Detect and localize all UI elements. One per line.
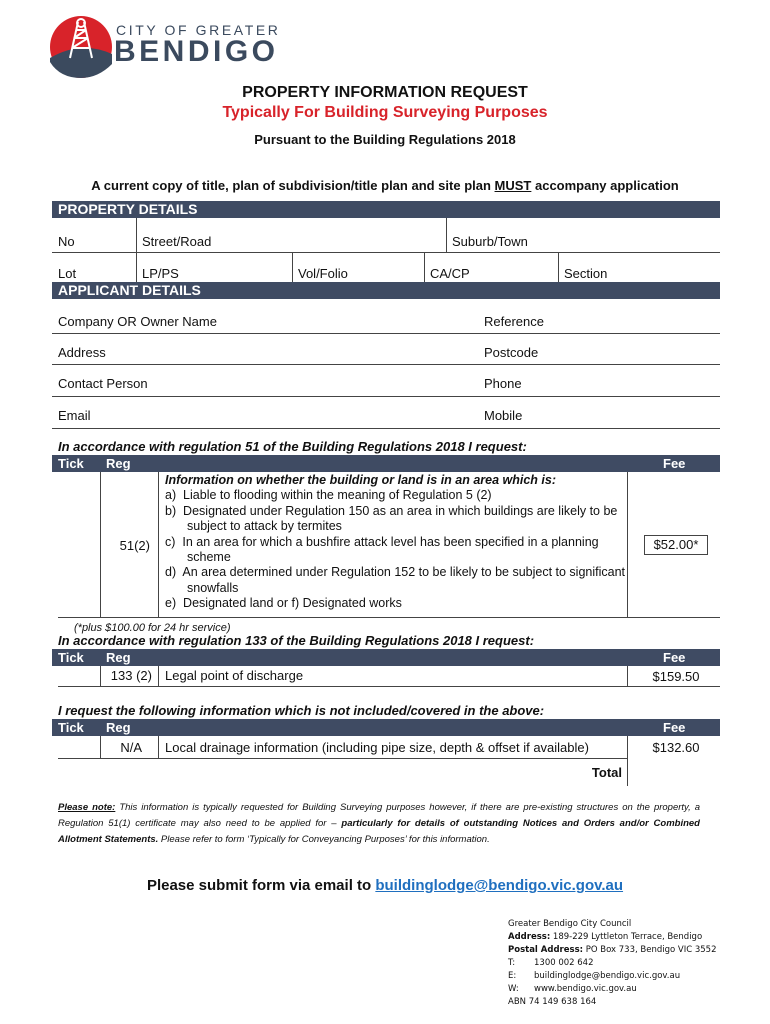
divider <box>158 736 159 758</box>
total-field[interactable] <box>628 759 720 786</box>
council-email: E: buildinglodge@bendigo.vic.gov.au <box>508 971 681 981</box>
divider <box>627 666 628 686</box>
divider <box>52 428 720 429</box>
reg51-fee: $52.00* <box>644 535 708 555</box>
council-abn: ABN 74 149 638 164 <box>508 997 597 1007</box>
council-web: W: www.bendigo.vic.gov.au <box>508 984 637 994</box>
applicant-details-heading: APPLICANT DETAILS <box>52 282 720 299</box>
reg133-description: Legal point of discharge <box>165 668 304 683</box>
mobile-field[interactable]: Mobile <box>484 408 523 423</box>
suburb-field[interactable]: Suburb/Town <box>452 234 528 249</box>
col-reg: Reg <box>106 650 131 665</box>
logo-name-text: BENDIGO <box>114 35 279 68</box>
reg51-header-bar <box>52 455 720 472</box>
property-details-heading: PROPERTY DETAILS <box>52 201 720 218</box>
reg51-number: 51(2) <box>119 538 150 553</box>
divider <box>52 364 720 365</box>
divider <box>58 758 628 759</box>
form-subtitle: Typically For Building Surveying Purposes <box>222 104 548 121</box>
divider <box>158 472 159 618</box>
col-reg: Reg <box>106 456 131 471</box>
reg133-fee: $159.50 <box>652 669 700 684</box>
reg51-item: b) Designated under Regulation 150 as an area in which buildings are likely to be subject to attack by termites <box>165 503 618 534</box>
other-fee: $132.60 <box>652 740 700 755</box>
total-label: Total <box>591 765 622 780</box>
other-description: Local drainage information (including pipe size, depth & offset if available) <box>165 740 589 755</box>
form-title: PROPERTY INFORMATION REQUEST <box>242 84 528 101</box>
divider <box>558 252 559 285</box>
divider <box>58 617 720 618</box>
no-field[interactable]: No <box>58 234 75 249</box>
email-link[interactable]: buildinglodge@bendigo.vic.gov.au <box>375 877 624 894</box>
copy-requirement: A current copy of title, plan of subdivision/title plan and site plan MUST accompany application <box>91 178 679 193</box>
divider <box>158 666 159 686</box>
street-field[interactable]: Street/Road <box>142 234 212 249</box>
pursuant-text: Pursuant to the Building Regulations 2018 <box>254 132 516 147</box>
lpps-field[interactable]: LP/PS <box>142 266 179 281</box>
divider <box>52 252 720 253</box>
col-fee: Fee <box>663 650 686 665</box>
please-note: Please note: This information is typically requested for Building Surveying purposes however, if there are pre-existing structures on the property, a Regulation 51(1) certificate may also need to be applied for – particularly for details of outstanding Notices and Orders and/or Combined Allotment Statements. Please refer to form ‘Typically for Conveyancing Purposes’ for this information. <box>58 802 701 845</box>
council-address: Address: 189-229 Lyttleton Terrace, Bendigo <box>508 932 703 942</box>
reg51-item: e) Designated land or f) Designated works <box>165 596 402 611</box>
reg51-description <box>165 473 625 612</box>
divider <box>52 396 720 397</box>
other-header-bar <box>52 719 720 736</box>
divider <box>52 333 720 334</box>
col-fee: Fee <box>663 456 686 471</box>
lot-field[interactable]: Lot <box>58 266 77 281</box>
reg51-intro: In accordance with regulation 51 of the Building Regulations 2018 I request: <box>58 439 527 454</box>
postcode-field[interactable]: Postcode <box>484 345 539 360</box>
section-field[interactable]: Section <box>564 266 608 281</box>
reg133-number: 133 (2) <box>110 668 152 683</box>
other-intro: I request the following information which is not included/covered in the above: <box>58 703 545 718</box>
divider <box>58 686 720 687</box>
council-name: Greater Bendigo City Council <box>508 919 632 929</box>
address-field[interactable]: Address <box>58 345 106 360</box>
reg133-tick-box[interactable] <box>58 666 100 686</box>
email-field[interactable]: Email <box>58 408 91 423</box>
reg51-footnote: (*plus $100.00 for 24 hr service) <box>74 622 231 634</box>
reg51-tick-box[interactable] <box>58 472 100 618</box>
cacp-field[interactable]: CA/CP <box>430 266 470 281</box>
council-contact-block <box>508 918 716 1009</box>
council-postal: Postal Address: PO Box 733, Bendigo VIC 3552 <box>508 945 717 955</box>
submit-instruction: Please submit form via email to buildinglodge@bendigo.vic.gov.au <box>146 877 624 894</box>
col-reg: Reg <box>106 720 131 735</box>
divider <box>292 252 293 285</box>
reg133-header-bar <box>52 649 720 666</box>
other-tick-box[interactable] <box>58 736 100 758</box>
col-fee: Fee <box>663 720 686 735</box>
reg51-item: d) An area determined under Regulation 152 to be likely to be subject to significant snowfalls <box>165 565 626 595</box>
divider <box>627 472 628 618</box>
reg51-heading: Information on whether the building or land is in an area which is: <box>165 473 557 487</box>
reg133-intro: In accordance with regulation 133 of the Building Regulations 2018 I request: <box>58 633 535 648</box>
logo-emblem-icon <box>48 14 118 80</box>
logo-city-text: CITY OF GREATER <box>116 22 281 38</box>
volfolio-field[interactable]: Vol/Folio <box>298 266 348 281</box>
divider <box>424 252 425 285</box>
col-tick: Tick <box>58 456 84 471</box>
company-field[interactable]: Company OR Owner Name <box>58 314 217 329</box>
reference-field[interactable]: Reference <box>484 314 544 329</box>
col-tick: Tick <box>58 720 84 735</box>
reg51-item: c) In an area for which a bushfire attack level has been specified in a planning scheme <box>165 534 599 565</box>
reg51-item: a) Liable to flooding within the meaning of Regulation 5 (2) <box>165 488 492 503</box>
other-reg: N/A <box>120 740 142 755</box>
contact-field[interactable]: Contact Person <box>58 376 148 391</box>
divider <box>446 218 447 252</box>
phone-field[interactable]: Phone <box>484 376 522 391</box>
council-phone: T: 1300 002 642 <box>508 958 594 968</box>
col-tick: Tick <box>58 650 84 665</box>
